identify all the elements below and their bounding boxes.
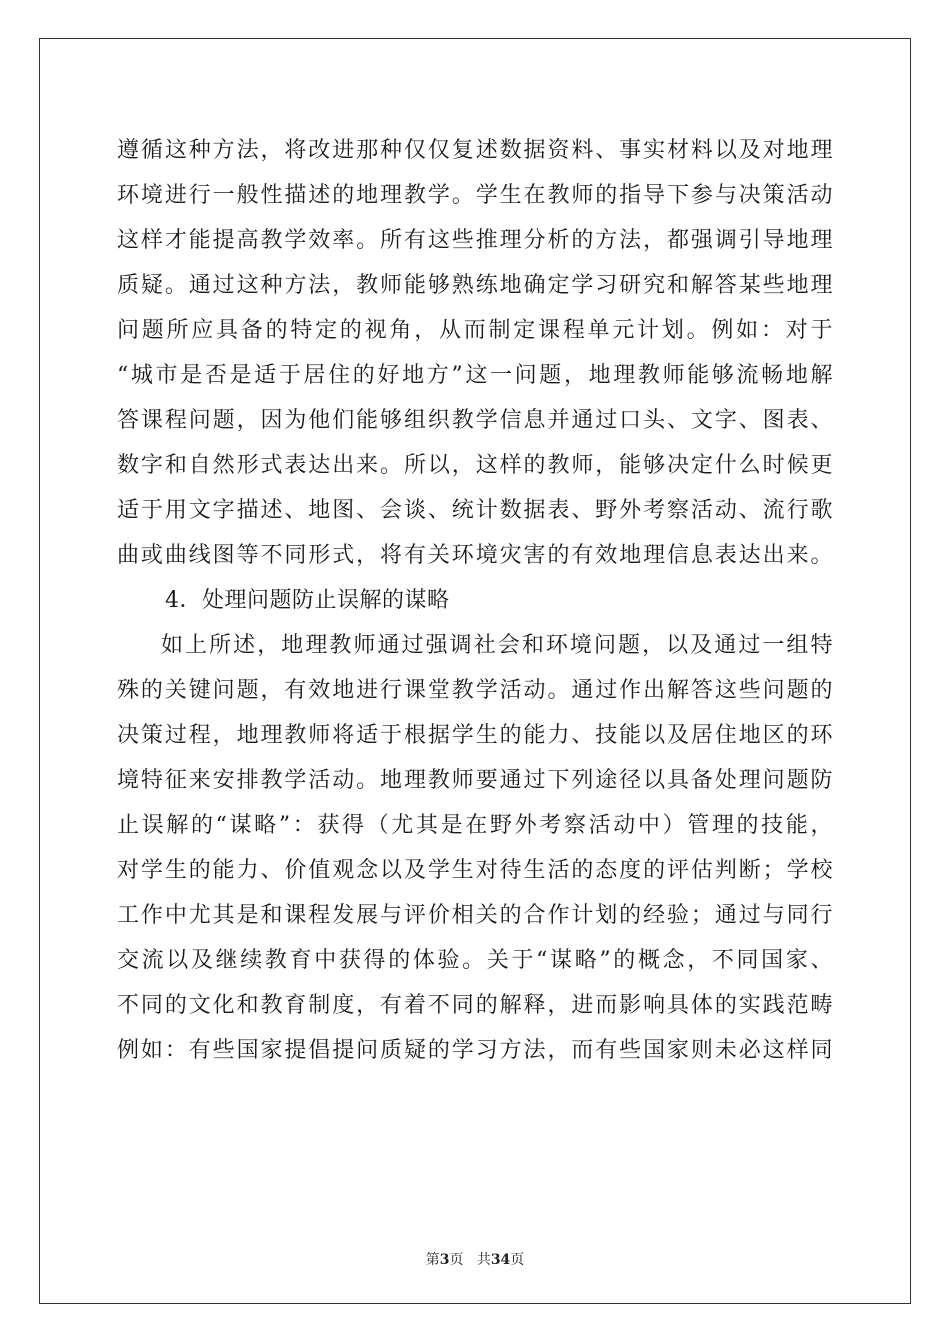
page-footer xyxy=(0,1249,950,1269)
page-number: 3 xyxy=(439,1252,450,1268)
text-line: 工作中尤其是和课程发展与评价相关的合作计划的经验；通过与同行 xyxy=(117,903,833,928)
text-line: 境特征来安排教学活动。地理教师要通过下列途径以具备处理问题防 xyxy=(117,768,833,793)
footer-total-suffix: 页 xyxy=(510,1252,525,1268)
text-line: 问题所应具备的特定的视角，从而制定课程单元计划。例如：对于 xyxy=(117,318,833,343)
text-line: 这样才能提高教学效率。所有这些推理分析的方法，都强调引导地理 xyxy=(117,228,833,253)
text-line: 质疑。通过这种方法，教师能够熟练地确定学习研究和解答某些地理 xyxy=(117,273,833,298)
text-line: 对学生的能力、价值观念以及学生对待生活的态度的评估判断；学校 xyxy=(117,858,833,883)
text-line: 遵循这种方法，将改进那种仅仅复述数据资料、事实材料以及对地理 xyxy=(117,138,833,163)
section-heading: 4．处理问题防止误解的谋略 xyxy=(165,588,450,613)
text-line: 例如：有些国家提倡提问质疑的学习方法，而有些国家则未必这样同 xyxy=(117,1038,833,1063)
text-line: 适于用文字描述、地图、会谈、统计数据表、野外考察活动、流行歌 xyxy=(117,498,833,523)
text-line: 曲或曲线图等不同形式，将有关环境灾害的有效地理信息表达出来。 xyxy=(117,543,833,568)
text-line: 不同的文化和教育制度，有着不同的解释，进而影响具体的实践范畴 xyxy=(117,993,833,1018)
text-line: 止误解的“谋略”：获得（尤其是在野外考察活动中）管理的技能， xyxy=(117,813,833,838)
text-line: 交流以及继续教育中获得的体验。关于“谋略”的概念，不同国家、 xyxy=(117,948,833,973)
text-line: 环境进行一般性描述的地理教学。学生在教师的指导下参与决策活动 xyxy=(117,183,833,208)
document-body xyxy=(117,128,833,1073)
text-line: 如上所述，地理教师通过强调社会和环境问题，以及通过一组特 xyxy=(161,633,833,658)
footer-page-suffix: 页 xyxy=(449,1252,464,1268)
text-line: 数字和自然形式表达出来。所以，这样的教师，能够决定什么时候更 xyxy=(117,453,833,478)
text-line: 殊的关键问题，有效地进行课堂教学活动。通过作出解答这些问题的 xyxy=(117,678,833,703)
total-pages: 34 xyxy=(490,1252,511,1268)
footer-prefix: 第 xyxy=(425,1252,440,1268)
text-line: 答课程问题，因为他们能够组织教学信息并通过口头、文字、图表、 xyxy=(117,408,833,433)
text-line: 决策过程，地理教师将适于根据学生的能力、技能以及居住地区的环 xyxy=(117,723,833,748)
footer-total-prefix: 共 xyxy=(476,1252,491,1268)
text-line: “城市是否是适于居住的好地方”这一问题，地理教师能够流畅地解 xyxy=(117,363,833,388)
